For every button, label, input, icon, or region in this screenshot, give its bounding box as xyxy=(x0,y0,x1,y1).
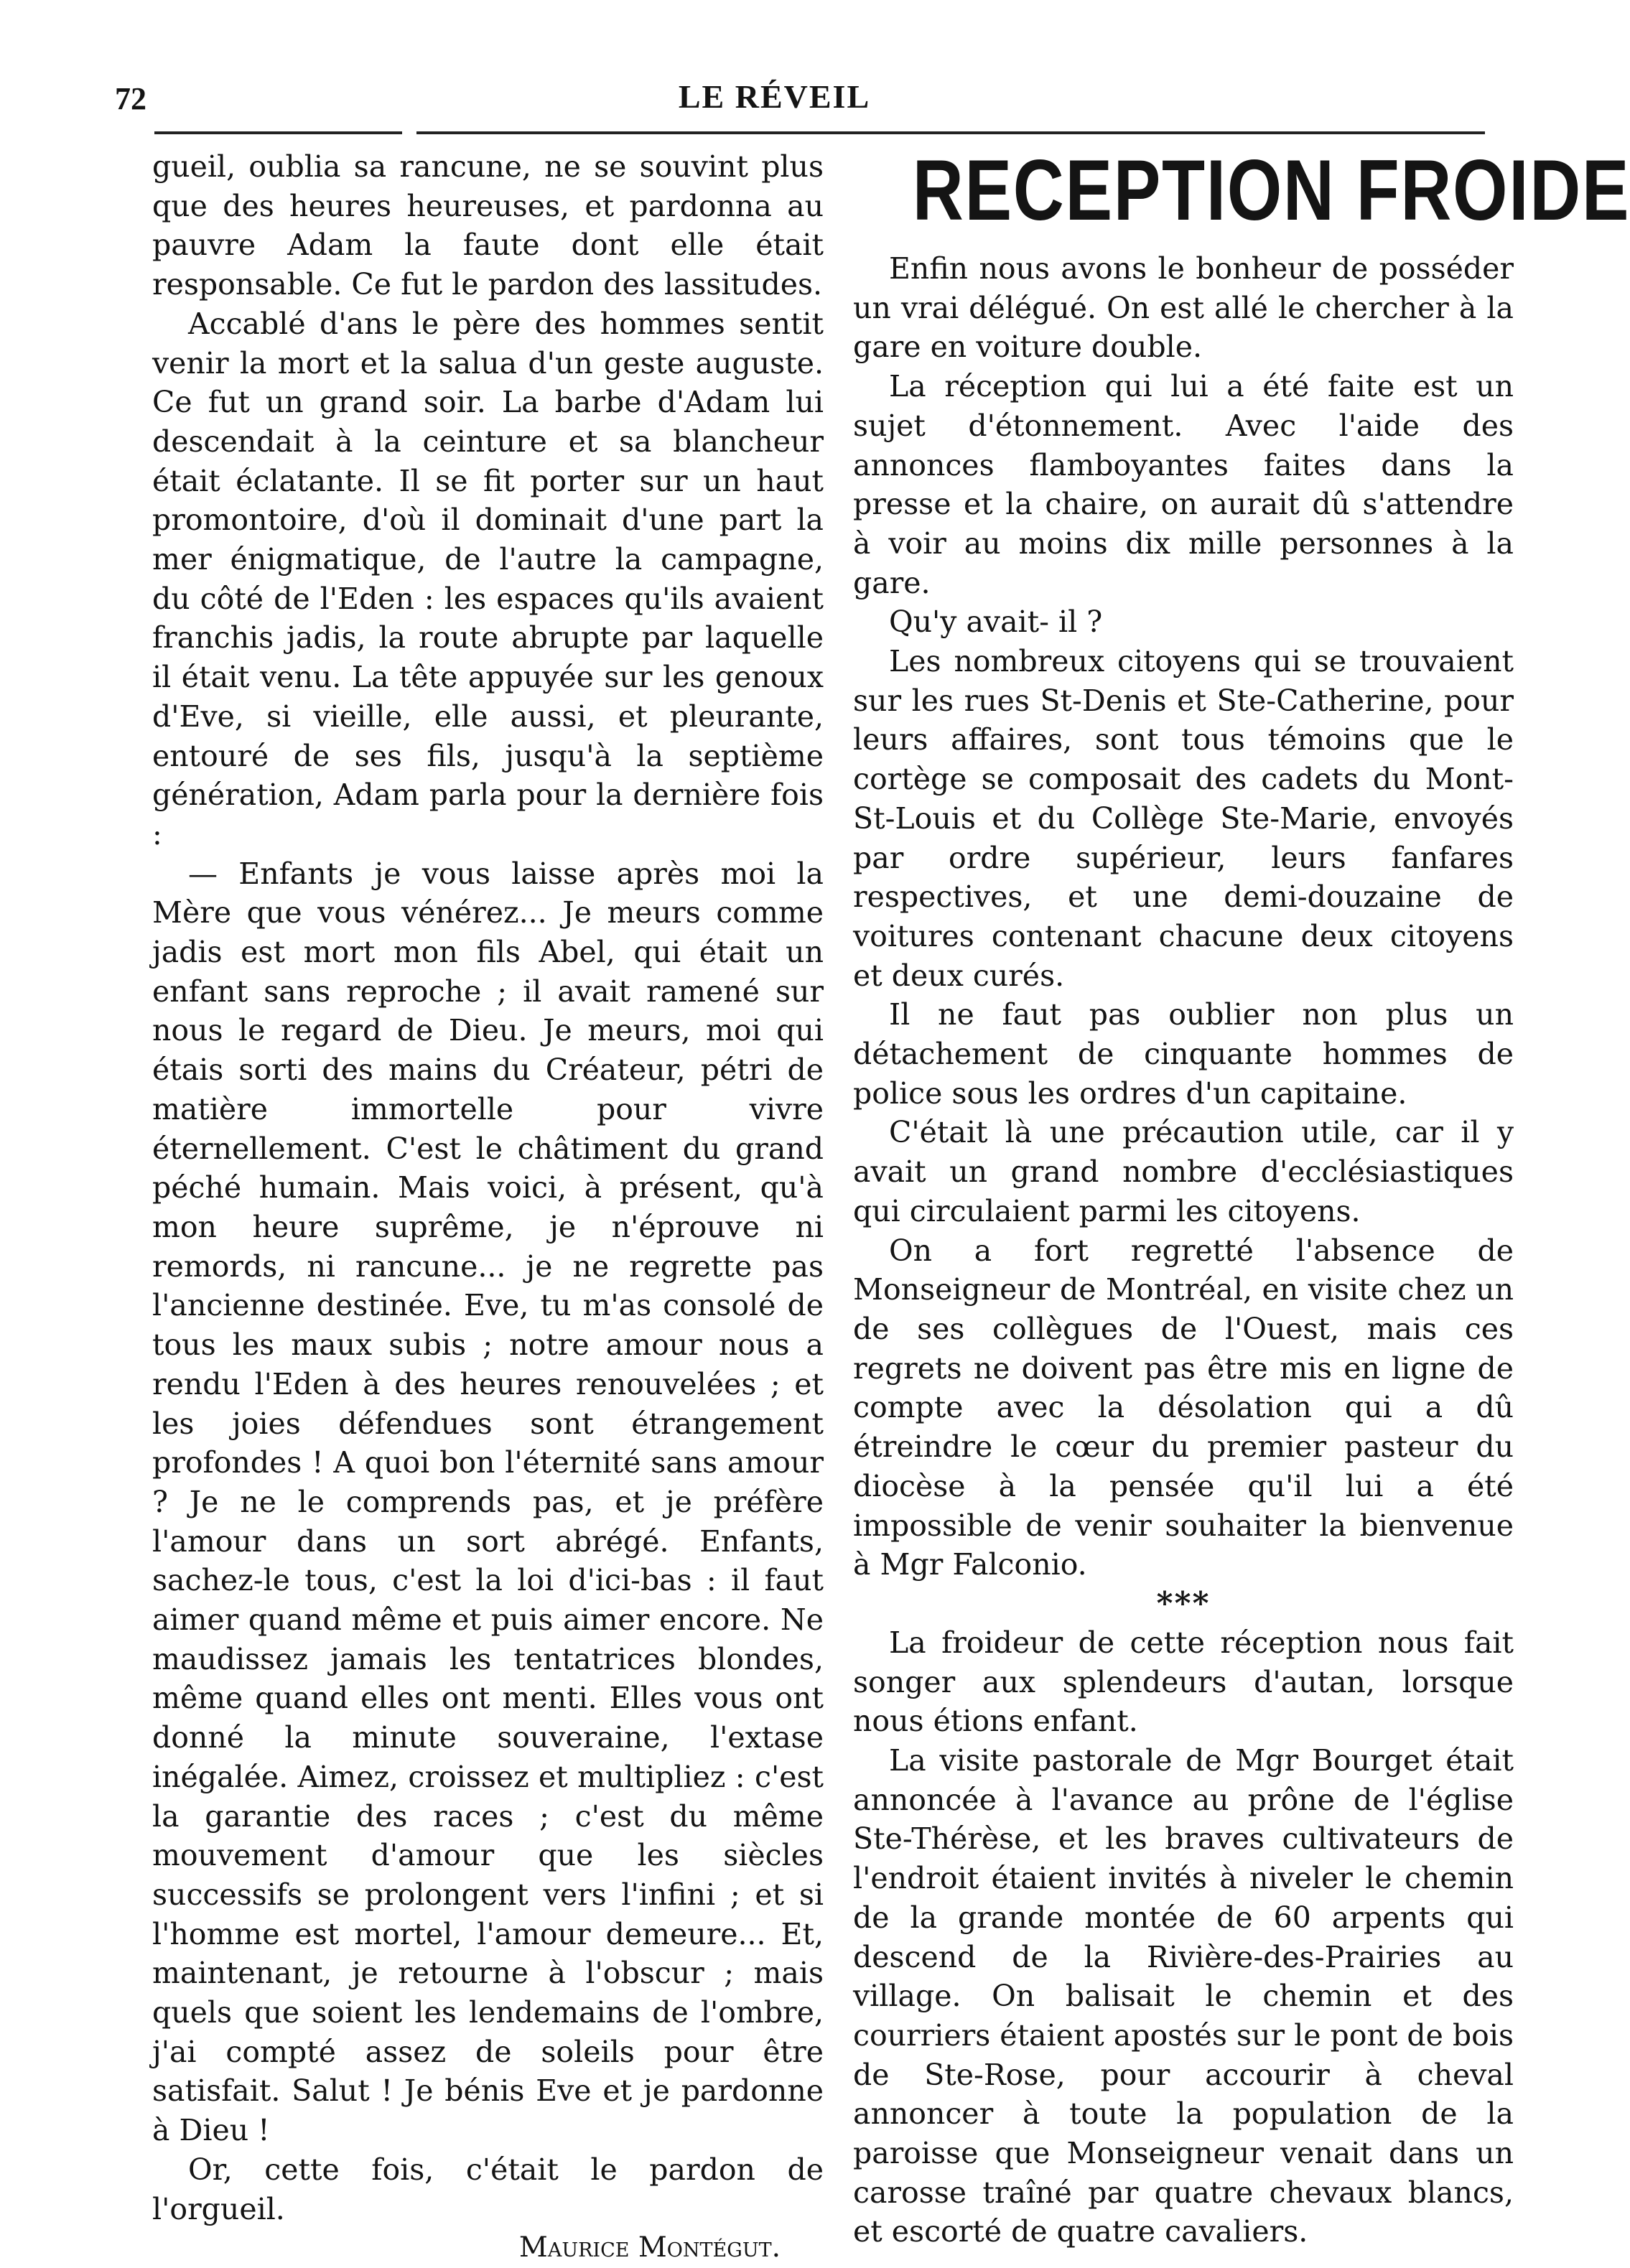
paragraph: Les nombreux citoyens qui se trouvaient sur les rues St-Denis et Ste-Catherine, pour leurs affaires, sont tous témoins que le cortège se composait des cadets du Mont-St-Louis et du Collège Ste-Marie, envoyés par ordre supérieur, leurs fanfares respectives, et une demi-douzaine de voitures contenant chacune deux citoyens et deux curés. xyxy=(853,644,1514,993)
paragraph: — Enfants je vous laisse après moi la Mère que vous vénérez... Je meurs comme jadis est mort mon fils Abel, qui était un enfant sans reproche ; il avait ramené sur nous le regard de Dieu. Je meurs, moi qui étais sorti des mains du Créateur, pétri de matière immortelle pour vivre éternellement. C'est le châtiment du grand péché humain. Mais voici, à présent, qu'à mon heure suprême, je n'éprouve ni remords, ni rancune... je ne regrette pas l'ancienne destinée. Eve, tu m'as consolé de tous les maux subis ; notre amour nous a rendu l'Eden à des heures renouvelées ; et les joies défendues sont étrangement profondes ! A quoi bon l'éternité sans amour ? Je ne le comprends pas, et je préfère l'amour dans un sort abrégé. Enfants, sachez-le tous, c'est la loi d'ici-bas : il faut aimer quand même et puis aimer encore. Ne maudissez jamais les tentatrices blondes, même quand elles ont menti. Elles vous ont donné la minute souveraine, l'extase inégalée. Aimez, croissez et multipliez : c'est la garantie des races ; c'est du même mouvement d'amour que les siècles successifs se prolongent vers l'infini ; et si l'homme est mortel, l'amour demeure... Et, maintenant, je retourne à l'obscur ; mais quels que soient les lendemains de l'ombre, j'ai compté assez de soleils pour être satisfait. Salut ! Je bénis Eve et je pardonne à Dieu ! xyxy=(152,856,824,2148)
section-break-asterism: *** xyxy=(1156,1585,1211,1622)
paragraph: gueil, oublia sa rancune, ne se souvint plus que des heures heureuses, et pardonna au pauvre Adam la faute dont elle était responsable. Ce fut le pardon des lassitudes. xyxy=(152,149,824,302)
paragraph: Qu'y avait- il ? xyxy=(889,605,1103,640)
paragraph: Or, cette fois, c'était le pardon de l'orgueil. xyxy=(152,2152,824,2226)
paragraph: Il ne faut pas oublier non plus un détachement de cinquante hommes de police sous les ordres d'un capitaine. xyxy=(853,997,1514,1111)
paragraph: La visite pastorale de Mgr Bourget était annoncée à l'avance au prône de l'église Ste-Thérèse, et les braves cultivateurs de l'endroit étaient invités à niveler le chemin de la grande montée de 60 arpents qui descend de la Rivière-des-Prairies au village. On balisait le chemin et des courriers étaient apostés sur le pont de bois de Ste-Rose, pour accourir à cheval annoncer à toute la population de la paroisse que Monseigneur venait dans un carosse traîné par quatre chevaux blancs, et escorté de quatre cavaliers. xyxy=(853,1743,1514,2249)
author-signature: Maurice Montégut. xyxy=(518,2231,781,2264)
right-column xyxy=(853,142,1630,2251)
paragraph: Accablé d'ans le père des hommes sentit venir la mort et la salua d'un geste auguste. Ce fut un grand soir. La barbe d'Adam lui descendait à la ceinture et sa blancheur était éclatante. Il se fit porter sur un haut promontoire, d'où il dominait d'une part la mer énigmatique, de l'autre la campagne, du côté de l'Eden : les espaces qu'ils avaient franchis jadis, la route abrupte par laquelle il était venu. La tête appuyée sur les genoux d'Eve, si vieille, elle aussi, et pleurante, entouré de ses fils, jusqu'à la septième génération, Adam parla pour la dernière fois : xyxy=(152,306,824,851)
header-rule-left xyxy=(154,131,402,134)
article-title: RECEPTION FROIDE xyxy=(912,142,1630,238)
left-column xyxy=(152,147,824,2268)
paragraph: La froideur de cette réception nous fait songer aux splendeurs d'autan, lorsque nous étions enfant. xyxy=(853,1625,1514,1739)
paragraph: Enfin nous avons le bonheur de posséder un vrai délégué. On est allé le chercher à la gare en voiture double. xyxy=(853,251,1514,365)
running-head: LE RÉVEIL xyxy=(678,78,871,115)
page-number: 72 xyxy=(115,81,146,116)
paragraph: C'était là une précaution utile, car il y avait un grand nombre d'ecclésiastiques qui circulaient parmi les citoyens. xyxy=(853,1115,1514,1228)
header-rule-right xyxy=(416,131,1485,134)
paragraph: On a fort regretté l'absence de Monseigneur de Montréal, en visite chez un de ses collègues de l'Ouest, mais ces regrets ne doivent pas être mis en ligne de compte avec la désolation qui a dû étreindre le cœur du premier pasteur du diocèse à la pensée qu'il lui a été impossible de venir souhaiter la bienvenue à Mgr Falconio. xyxy=(853,1233,1514,1582)
paragraph: La réception qui lui a été faite est un sujet d'étonnement. Avec l'aide des annonces flamboyantes faites dans la presse et la chaire, on aurait dû s'attendre à voir au moins dix mille personnes à la gare. xyxy=(853,369,1514,600)
